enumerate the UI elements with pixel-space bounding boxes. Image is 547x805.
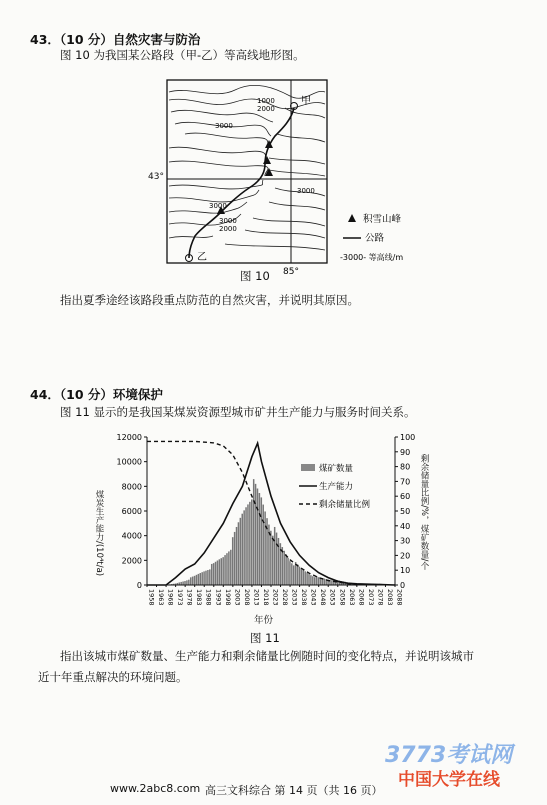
watermark-site: 3773考试网 (385, 743, 513, 768)
x-tick-label: 2013 (252, 589, 261, 606)
figure-10-caption: 图 10 (240, 269, 270, 283)
legend-peak-label: 积雪山峰 (363, 214, 402, 225)
mine-count-bar (232, 537, 234, 585)
right-tick-label: 40 (400, 521, 411, 531)
mine-count-bar (207, 570, 209, 585)
right-tick-label: 70 (400, 477, 411, 487)
watermark-name: 中国大学在线 (398, 770, 500, 790)
x-tick-label: 2038 (300, 589, 309, 606)
mine-count-bar (194, 576, 196, 585)
mine-count-bar (196, 575, 198, 585)
snow-peak-icon (263, 156, 271, 164)
mine-count-bar (291, 563, 293, 585)
mine-count-bar (184, 581, 186, 585)
q44-heading: 44．（10 分）环境保护 (30, 387, 163, 402)
x-tick-label: 2018 (261, 589, 270, 606)
mine-count-bar (283, 551, 285, 585)
contour-label: 1000 (257, 97, 275, 105)
x-tick-label: 2033 (290, 589, 299, 606)
point-jia-label: 甲 (301, 96, 311, 107)
mine-count-bar (274, 527, 276, 585)
legend-peak-icon (348, 214, 356, 222)
contour-label: 2000 (219, 225, 237, 233)
mine-count-bar (224, 555, 226, 585)
mine-count-bar (262, 505, 264, 585)
left-tick-label: 0 (136, 581, 142, 590)
x-tick-label: 2068 (357, 589, 366, 606)
mine-count-bar (255, 484, 256, 585)
x-tick-label: 2088 (395, 589, 404, 606)
legend-reserve: 剩余储量比例 (319, 500, 371, 510)
mine-count-bar (241, 514, 243, 585)
mine-capacity-chart (95, 425, 435, 625)
q44-question-line2: 近十年重点解决的环境问题。 (38, 670, 188, 684)
q43-question: 指出夏季途经该路段重点防范的自然灾害，并说明其原因。 (60, 293, 359, 307)
mine-count-bar (228, 551, 230, 585)
coal-mine-count-bars (169, 479, 388, 585)
left-tick-label: 4000 (121, 531, 142, 541)
x-tick-label: 1973 (176, 589, 185, 606)
left-tick-label: 6000 (121, 507, 142, 516)
x-tick-label: 2063 (347, 589, 356, 606)
mine-count-bar (236, 527, 238, 585)
legend-contour-label: -3000- 等高线/m (340, 253, 404, 262)
right-tick-label: 10 (400, 566, 411, 576)
right-tick-label: 30 (400, 536, 411, 546)
x-tick-label: 2048 (319, 589, 328, 606)
footer-site: www.2abc8.com (110, 782, 201, 795)
mine-count-bar (238, 522, 240, 585)
mine-count-bar (198, 574, 200, 585)
contour-label: 3000 (209, 202, 227, 210)
mine-count-bar (261, 497, 263, 585)
mine-count-bar (304, 571, 306, 585)
mine-count-bar (215, 562, 217, 585)
mine-count-bar (293, 565, 295, 585)
contour-label: 3000 (215, 122, 233, 130)
mine-count-bar (205, 571, 207, 585)
right-tick-label: 50 (400, 507, 411, 516)
mine-count-bar (264, 511, 266, 585)
x-tick-label: 2008 (242, 589, 251, 606)
mine-count-bar (221, 558, 223, 585)
x-tick-label: 1958 (147, 589, 156, 606)
right-tick-label: 80 (400, 462, 411, 472)
topographic-map (165, 78, 435, 278)
right-axis-label: 剩余储量比例/%，煤矿数量/个 (419, 454, 429, 570)
x-tick-label: 2053 (328, 589, 337, 606)
mine-count-bar (295, 562, 297, 585)
mine-count-bar (297, 564, 299, 585)
mine-count-bar (222, 557, 224, 585)
mine-count-bar (272, 536, 274, 585)
right-tick-label: 60 (400, 492, 411, 502)
mine-count-bar (316, 576, 318, 585)
x-tick-label: 1998 (223, 589, 232, 606)
latitude-label: 43° (148, 172, 164, 182)
legend-capacity: 生产能力 (319, 482, 354, 492)
mine-count-bar (310, 575, 312, 585)
q43-intro: 图 10 为我国某公路段（甲-乙）等高线地形图。 (60, 48, 305, 62)
x-tick-label: 2083 (385, 589, 394, 606)
legend-bar-swatch (301, 464, 315, 471)
x-tick-label: 2028 (281, 589, 290, 606)
mine-count-bar (249, 502, 251, 585)
mine-count-bar (253, 479, 255, 585)
mine-count-bar (299, 567, 301, 585)
q44-intro: 图 11 显示的是我国某煤炭资源型城市矿井生产能力与服务时间关系。 (60, 405, 416, 419)
left-tick-label: 10000 (116, 457, 142, 467)
contour-label: 3000 (297, 187, 315, 195)
mine-count-bar (192, 577, 194, 585)
mine-count-bar (308, 574, 310, 585)
mine-count-bar (247, 504, 249, 585)
mine-count-bar (285, 554, 287, 585)
right-tick-label: 0 (400, 581, 406, 590)
x-axis-label: 年份 (254, 615, 274, 626)
mine-count-bar (331, 580, 333, 585)
x-tick-label: 1978 (185, 589, 194, 606)
q43-heading: 43．（10 分）自然灾害与防治 (30, 32, 201, 47)
legend-mine-count: 煤矿数量 (319, 464, 354, 474)
q44-question-line1: 指出该城市煤矿数量、生产能力和剩余储量比例随时间的变化特点，并说明该城市 (60, 649, 474, 663)
mine-count-bar (251, 499, 253, 585)
mine-count-bar (243, 510, 245, 585)
mine-count-bar (211, 564, 213, 585)
mine-count-bar (303, 570, 305, 585)
right-tick-label: 90 (400, 447, 411, 457)
left-axis-label: 煤炭生产能力/(10⁴t/a) (94, 490, 104, 577)
mine-count-bar (270, 531, 272, 585)
x-tick-label: 1963 (157, 589, 166, 606)
mine-count-bar (245, 507, 247, 585)
chart-axes (117, 433, 416, 606)
mine-count-bar (219, 559, 221, 585)
right-tick-label: 100 (400, 433, 416, 442)
contour-label: 2000 (257, 105, 275, 113)
x-tick-label: 2058 (338, 589, 347, 606)
mine-count-bar (217, 561, 219, 585)
mine-count-bar (182, 581, 184, 585)
longitude-label: 85° (283, 267, 299, 277)
mine-count-bar (200, 573, 202, 585)
right-tick-label: 20 (400, 551, 411, 561)
mine-count-bar (259, 493, 261, 585)
left-tick-label: 2000 (121, 556, 142, 566)
mine-count-bar (226, 553, 228, 585)
mine-count-bar (301, 568, 303, 585)
x-tick-label: 1993 (214, 589, 223, 606)
x-tick-label: 2003 (233, 589, 242, 606)
page-number: 高三文科综合 第 14 页（共 16 页） (205, 784, 383, 797)
mine-count-bar (287, 558, 289, 585)
mine-count-bar (312, 576, 314, 585)
mine-count-bar (203, 571, 205, 585)
mine-count-bar (306, 573, 308, 585)
contour-label: 3000 (219, 217, 237, 225)
mine-count-bar (213, 563, 215, 585)
x-tick-label: 2023 (271, 589, 280, 606)
x-tick-label: 2078 (376, 589, 385, 606)
mine-count-bar (314, 577, 316, 585)
left-tick-label: 12000 (116, 433, 142, 442)
left-tick-label: 8000 (121, 482, 142, 492)
mine-count-bar (186, 580, 188, 585)
mine-count-bar (282, 547, 284, 585)
mine-count-bar (240, 518, 242, 585)
mine-count-bar (289, 561, 291, 585)
x-tick-label: 2043 (309, 589, 318, 606)
x-tick-label: 1988 (204, 589, 213, 606)
x-tick-label: 1983 (195, 589, 204, 606)
mine-count-bar (201, 572, 203, 585)
mine-count-bar (209, 569, 211, 585)
mine-count-bar (230, 550, 232, 585)
figure-11-caption: 图 11 (250, 631, 280, 645)
road-line (189, 108, 294, 258)
mine-count-bar (190, 577, 192, 585)
map-frame (167, 80, 327, 263)
x-tick-label: 2073 (366, 589, 375, 606)
mine-count-bar (234, 532, 236, 585)
mine-count-bar (276, 533, 278, 585)
point-yi-label: 乙 (197, 252, 207, 263)
x-tick-label: 1968 (166, 589, 175, 606)
mine-count-bar (318, 577, 320, 585)
mine-count-bar (188, 580, 190, 585)
mine-count-bar (257, 488, 259, 585)
mine-count-bar (324, 579, 326, 585)
legend-road-label: 公路 (365, 233, 385, 244)
contour-lines (169, 85, 325, 250)
